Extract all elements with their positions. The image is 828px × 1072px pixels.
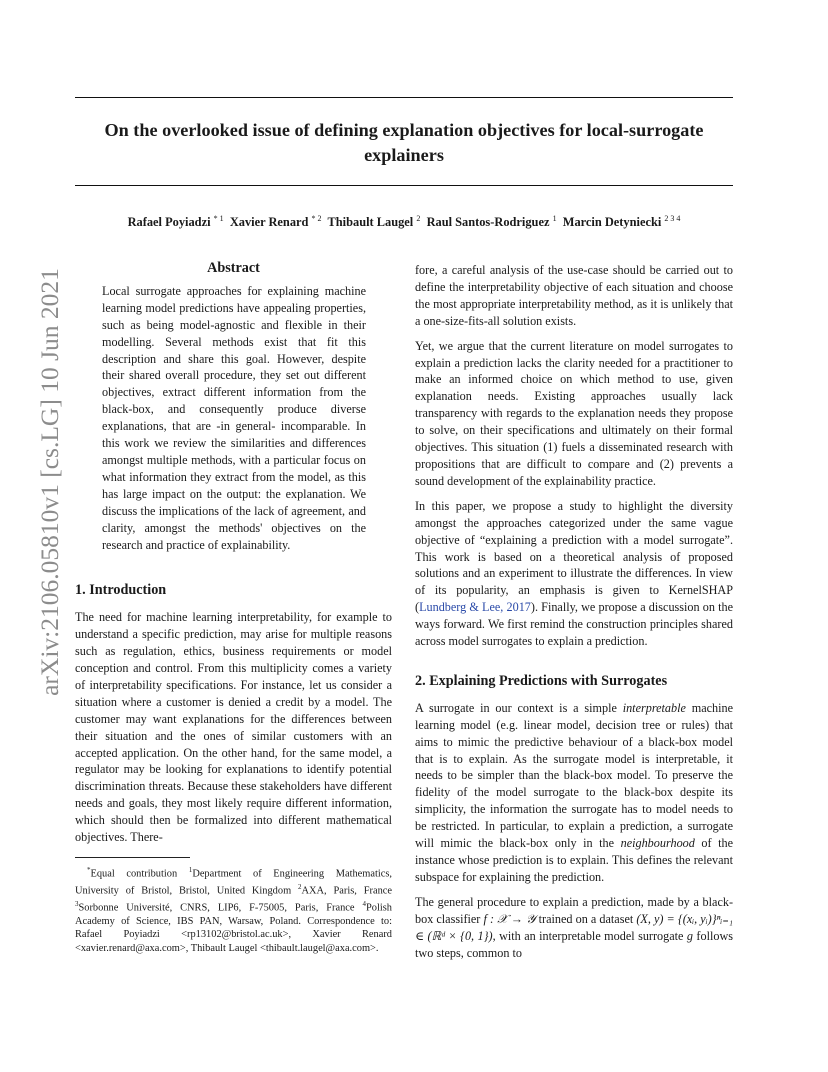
footnote-marker: 3	[75, 899, 79, 908]
paragraph-text: follows two steps, common to	[415, 928, 733, 960]
paragraph-text: In this paper, we propose a study to highlight the diversity amongst the approaches categorized under the same vague objective of “explaining a prediction with a model surrogate”. This work is based on a theoretical analysis of proposed solutions and an experiment to illustrate the differences. In view of its popularity, an emphasis is given to KernelSHAP (	[415, 498, 733, 615]
math-expression: f : 𝒳 → 𝒴	[483, 911, 536, 926]
footnote-text: Department of Engineering Mathematics, University of Bristol, Bristol, United Kingdom	[75, 868, 392, 897]
footnote-text: Equal contribution	[90, 868, 189, 880]
author-affiliation: * 2	[311, 214, 322, 223]
intro-paragraph-1: The need for machine learning interpretability, for example to understand a specific prediction, may arise for multiple reasons such as regulation, ethics, business requirements or model conception and control. From this multiplicity comes a variety of interpretability specifications. For instance, let us consider a situation where a customer is denied a credit by a model. The customer may want explanations for the differences between their situation and the ones of similar customers with an accepted application. On the other hand, for the same model, a regulator may be looking for explanations to identify potential discrimination threats. Because these stakeholders have different needs and goals, they most likely require different information, which should then be formalized into different mathematical objectives. There-	[75, 610, 392, 845]
section-2-paragraph-2	[415, 894, 733, 962]
arxiv-watermark: arXiv:2106.05810v1 [cs.LG] 10 Jun 2021	[35, 268, 64, 696]
author-affiliation: 2 3 4	[664, 214, 681, 223]
left-column	[75, 260, 392, 955]
abstract-heading: Abstract	[207, 260, 260, 276]
intro-paragraph-1-continued: fore, a careful analysis of the use-case should be carried out to define the interpretability objective of each situation and choose the most appropriate interpretability method, as it is unlikely that a one-size-fits-all solution exists.	[415, 263, 733, 328]
paragraph-text: of the instance whose prediction is to explain. This defines the relevant subspace for explaining the prediction.	[415, 836, 733, 884]
citation-link[interactable]: Lundberg & Lee, 2017	[419, 600, 531, 615]
author-affiliation: 2	[416, 214, 421, 223]
author-name: Rafael Poyiadzi	[127, 215, 211, 230]
intro-paragraph-2: Yet, we argue that the current literature on model surrogates to explain a prediction lacks the clarity needed for a practitioner to make an informed choice on which method to use, given explanation needs. Existing approaches usually lack transparency with regards to the explanation needs they propose to solve, on their specifications and ultimately on their formal objectives. This situation (1) fuels a disseminated research with propositions that are difficult to compare and (2) prevents a sound development of the explainability practice.	[415, 338, 733, 488]
right-column	[415, 262, 733, 969]
footnote-rule	[75, 857, 190, 858]
math-expression: g	[686, 928, 693, 943]
footnote-marker: 1	[188, 866, 193, 874]
footnote-marker: *	[87, 866, 91, 874]
footnote-text: Polish Academy of Science, IBS PAN, Warsaw, Poland. Correspondence to: Rafael Poyiadzi <rp13102@bristol.ac.uk>, Xavier Renard <xavier.renard@axa.com>, Thibault Laugel <thibault.laugel@axa.com>.	[75, 902, 392, 954]
author-name: Raul Santos-Rodriguez	[426, 215, 550, 230]
footnote-marker: 4	[362, 899, 366, 908]
emphasis-text: neighbourhood	[620, 836, 695, 851]
emphasis-text: interpretable	[622, 700, 686, 715]
title-top-rule	[75, 97, 733, 98]
paragraph-text: The general procedure to explain a prediction, made by a black-box classifier	[415, 894, 733, 926]
footnote-text: AXA, Paris, France	[301, 885, 392, 897]
footnote-marker: 2	[298, 882, 302, 891]
author-name: Marcin Detyniecki	[562, 215, 662, 230]
paragraph-text: machine learning model (e.g. linear model, decision tree or rules) that aims to mimic the predictive behaviour of a black-box model that is to explain. As the surrogate model is interpretable, it needs to be simpler than the black-box model. To preserve the fidelity of the model surrogate to the black-box despite its simplicity, the information the surrogate has to model needs to be restricted. In particular, to explain a prediction, a surrogate will mimic the black-box only in the	[415, 700, 733, 851]
math-expression: (X, y) = {(xᵢ, yᵢ)}ⁿᵢ₌₁ ∈ (ℝᵈ × {0, 1})	[415, 911, 734, 943]
paper-title: On the overlooked issue of defining explanation objectives for local-surrogate explainers	[104, 120, 704, 165]
intro-heading: 1. Introduction	[75, 582, 167, 599]
author-affiliation: * 1	[213, 214, 224, 223]
paragraph-text: trained on a dataset	[535, 911, 637, 926]
footnote	[75, 864, 392, 955]
paragraph-text: ). Finally, we propose a discussion on the ways forward. We first remind the construction principles shared across model surrogates to explain a prediction.	[415, 600, 734, 649]
title-bottom-rule	[75, 185, 733, 186]
section-2-paragraph-1	[415, 700, 733, 886]
intro-paragraph-3	[415, 498, 733, 650]
author-affiliation: 1	[552, 214, 557, 223]
section-2-heading: 2. Explaining Predictions with Surrogates	[415, 672, 668, 689]
paragraph-text: A surrogate in our context is a simple	[415, 700, 623, 715]
paragraph-text: , with an interpretable model surrogate	[492, 928, 687, 943]
footnote-text: Sorbonne Université, CNRS, LIP6, F-75005, Paris, France	[78, 902, 363, 914]
abstract-text: Local surrogate approaches for explaining machine learning model predictions have appealing properties, such as being model-agnostic and flexible in their modelling. Several methods exist that fit this description and share this goal. However, despite their shared overall procedure, they set out different objectives, extract different information from the black-box, and consequently produce diverse explanations, that are -in general- incomparable. In this work we review the similarities and differences amongst multiple methods, with a particular focus on what information they extract from the model, as this has large impact on the output: the explanation. We discuss the implications of the lack of agreement, and clarity, amongst the methods' objectives on the research and practice of explainability.	[102, 283, 366, 552]
author-name: Xavier Renard	[229, 215, 309, 230]
author-name: Thibault Laugel	[327, 215, 414, 230]
author-list	[75, 214, 733, 230]
